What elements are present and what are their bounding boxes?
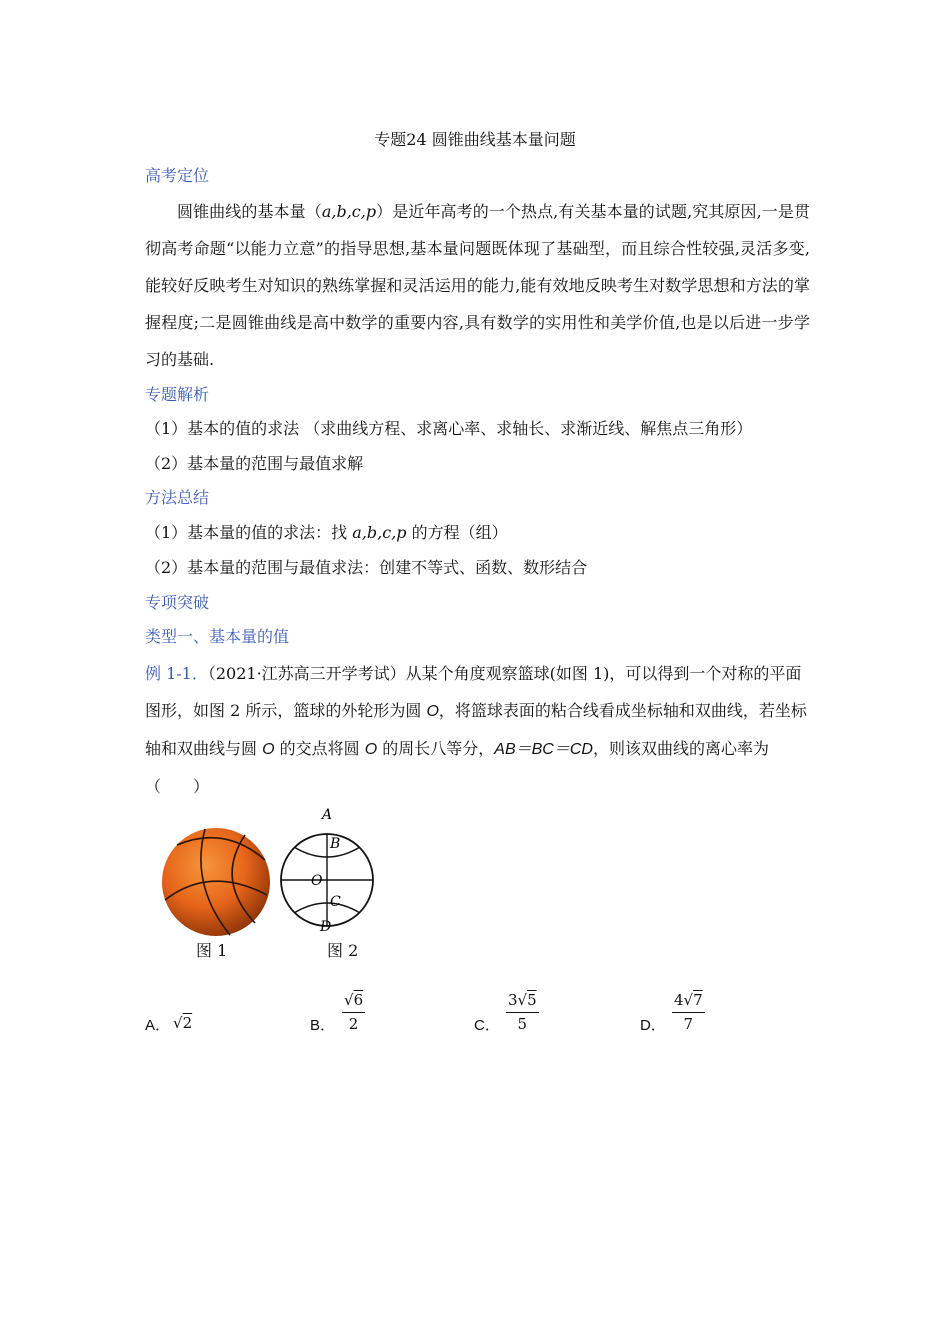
label-a: A xyxy=(322,807,333,823)
section-heading-method: 方法总结 xyxy=(145,488,210,507)
choice-b-label: B． xyxy=(310,1017,336,1034)
figure-1-caption: 图 1 xyxy=(196,941,228,960)
choice-d-coef: 4 xyxy=(674,991,684,1009)
example-text-4: 的周长八等分， xyxy=(377,739,495,758)
circle-o-ref-2: O xyxy=(262,741,275,758)
choice-c-radicand: 5 xyxy=(527,991,537,1009)
fraction-bar xyxy=(342,1012,365,1013)
method-item-2: （2）基本量的范围与最值求法：创建不等式、函数、数形结合 xyxy=(145,558,588,577)
label-o: O xyxy=(311,873,323,889)
section-heading-positioning: 高考定位 xyxy=(145,166,210,185)
choice-d-label: D． xyxy=(640,1017,666,1034)
label-d: D xyxy=(320,919,332,935)
example-equation: AB＝BC＝CD xyxy=(494,741,593,758)
choice-a-radicand: 2 xyxy=(182,1014,193,1032)
analysis-item-2: （2）基本量的范围与最值求解 xyxy=(145,454,364,473)
example-source: （2021·江苏高三开学考试） xyxy=(207,664,406,683)
section-heading-breakthrough: 专项突破 xyxy=(145,593,210,612)
circle-o-ref-3: O xyxy=(364,741,378,758)
choice-b-numerator: √6 xyxy=(344,991,364,1009)
choice-a-value: √2 xyxy=(173,1014,193,1032)
method-item-1-text-a: （1）基本量的值的求法：找 xyxy=(145,523,353,542)
label-b: B xyxy=(330,836,341,852)
choice-c-denominator: 5 xyxy=(517,1015,528,1033)
example-text-3: 的交点将圆 xyxy=(274,739,365,758)
fraction-bar xyxy=(506,1012,539,1013)
basketball-image xyxy=(162,828,270,936)
choice-a-label: A． xyxy=(145,1017,171,1034)
choice-c-label: C． xyxy=(474,1017,500,1034)
example-text-1: 从某个角度观察篮球(如图 1)，可以得到一个对称的平面图形，如图 2 所示，篮球的外轮形为圆 xyxy=(145,664,802,720)
choice-b-denominator: 2 xyxy=(348,1015,359,1033)
method-item-1 xyxy=(145,520,508,543)
choice-d-numerator: 4√7 xyxy=(674,991,703,1009)
example-label: 例 1-1． xyxy=(145,664,208,683)
choice-d-denominator: 7 xyxy=(683,1015,694,1033)
method-item-1-vars: a,b,c,p xyxy=(352,523,407,542)
section-heading-analysis: 专题解析 xyxy=(145,385,210,404)
example-question xyxy=(145,655,810,805)
choice-b-radicand: 6 xyxy=(353,991,364,1009)
fraction-bar xyxy=(672,1012,705,1013)
intro-paragraph xyxy=(145,193,810,378)
example-text-5: ，则该双曲线的离心率为（ ） xyxy=(145,739,769,796)
label-c: C xyxy=(330,894,341,910)
choice-c-numerator: 3√5 xyxy=(508,991,537,1009)
example-text-2: ，将篮球表面的粘合线看成坐标轴和双曲线，若坐标轴和双曲线与圆 xyxy=(145,701,807,758)
figure-2-caption: 图 2 xyxy=(327,941,359,960)
choice-b-fraction xyxy=(342,990,365,1033)
intro-text-2: ）是近年高考的一个热点,有关基本量的试题,究其原因,一是贯彻高考命题“以能力立意”的指导思想,基本量问题既体现了基础型，而且综合性较强,灵活多变,能较好反映考生对知识的熟练掌握和灵活运用的能力,能有效地反映考生对数学思想和方法的掌握程度;二是圆锥曲线是高中数学的重要内容,具有数学的实用性和美学价值,也是以后进一步学习的基础. xyxy=(145,202,810,369)
method-item-1-text-b: 的方程（组） xyxy=(406,523,508,542)
choice-c-fraction xyxy=(506,990,539,1033)
circle-o-ref-1: O xyxy=(426,703,439,720)
page-title: 专题24 圆锥曲线基本量问题 xyxy=(374,130,576,149)
intro-text-1: 圆锥曲线的基本量（ xyxy=(177,202,322,221)
choice-d-fraction xyxy=(672,990,705,1033)
circle-diagram xyxy=(281,807,373,935)
intro-vars: a,b,c,p xyxy=(321,202,377,221)
analysis-item-1: （1）基本的值的求法 （求曲线方程、求离心率、求轴长、求渐近线、解焦点三角形） xyxy=(145,419,753,438)
section-heading-type1: 类型一、基本量的值 xyxy=(145,627,290,646)
choice-d-radicand: 7 xyxy=(693,991,703,1009)
choice-c-coef: 3 xyxy=(508,991,518,1009)
